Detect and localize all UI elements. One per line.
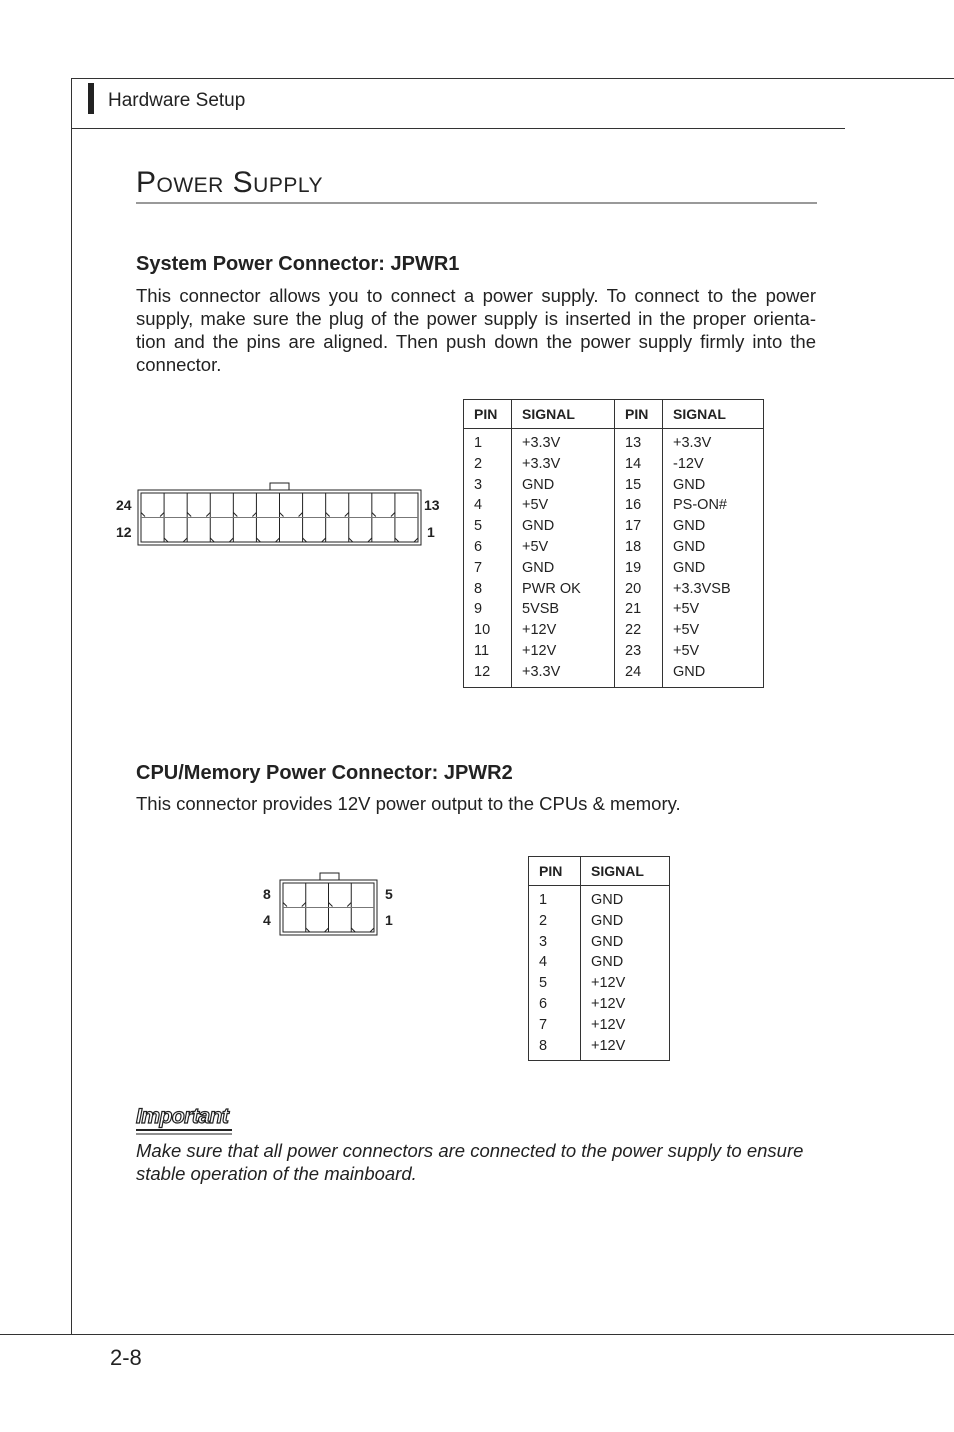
table-cell: 6 [464,537,512,558]
table-cell: +12V [512,620,615,641]
table-row [464,475,764,496]
pin-key [141,513,145,517]
table-row [529,994,670,1015]
table-cell: GND [581,886,670,911]
table-row [464,599,764,620]
table-cell: 4 [464,495,512,516]
table-row [464,537,764,558]
table-cell: 5 [529,973,581,994]
important-label [134,1100,234,1136]
jpwr1-label-13: 13 [424,497,440,513]
table-cell: 18 [615,537,663,558]
pin-key [183,538,187,542]
col-pin: PIN [464,400,512,429]
table-row [529,973,670,994]
table-cell: 12 [464,662,512,687]
pin-key [252,513,256,517]
pin-key [326,513,330,517]
table-cell: GND [663,537,764,558]
table-cell: 19 [615,558,663,579]
page-title: Power Supply [136,166,323,199]
table-cell: PS-ON# [663,495,764,516]
table-cell: +12V [581,994,670,1015]
table-cell: +12V [581,1015,670,1036]
table-cell: 22 [615,620,663,641]
table-cell: 10 [464,620,512,641]
table-cell: GND [512,475,615,496]
table-row [464,454,764,475]
pin-key [395,538,399,542]
pin-key [256,538,260,542]
table-cell: 3 [529,932,581,953]
col-signal-2: SIGNAL [663,400,764,429]
table-cell: GND [663,662,764,687]
table-row [529,932,670,953]
pin-key [329,903,333,907]
table-row [464,429,764,454]
table-header-row [529,857,670,886]
table-cell: 24 [615,662,663,687]
table-cell: 3 [464,475,512,496]
table-row [464,495,764,516]
table-cell: +3.3V [512,429,615,454]
col-signal: SIGNAL [512,400,615,429]
table-cell: 21 [615,599,663,620]
pin-key [210,538,214,542]
pin-key [322,538,326,542]
table-cell: 8 [529,1036,581,1061]
jpwr1-description: This connector allows you to connect a power supply. To connect to the power supply, make sure the plug of the power supply is inserted in the proper orienta-tion and the pins are aligned. Then push down the power supply firmly into the connector. [136,285,816,375]
table-row [464,641,764,662]
table-cell: GND [663,558,764,579]
table-cell: GND [512,558,615,579]
table-row [529,911,670,932]
table-cell: 4 [529,952,581,973]
jpwr2-label-1: 1 [385,912,393,928]
table-cell: 15 [615,475,663,496]
table-cell: +12V [512,641,615,662]
table-cell: +3.3VSB [663,579,764,600]
col-pin-2: PIN [615,400,663,429]
pin-key [280,513,284,517]
col-signal: SIGNAL [581,857,670,886]
table-cell: +12V [581,973,670,994]
table-cell: 13 [615,429,663,454]
pin-key [306,928,310,932]
table-cell: 9 [464,599,512,620]
table-cell: 5 [464,516,512,537]
table-cell: -12V [663,454,764,475]
pin-key [299,513,303,517]
connector-latch [320,873,339,880]
jpwr2-label-8: 8 [263,886,271,902]
jpwr2-heading: CPU/Memory Power Connector: JPWR2 [136,762,513,784]
table-row [464,620,764,641]
table-cell: 14 [615,454,663,475]
jpwr1-label-1: 1 [427,524,435,540]
table-cell: 5VSB [512,599,615,620]
table-cell: 8 [464,579,512,600]
jpwr2-label-4: 4 [263,912,271,928]
pin-key [347,903,351,907]
table-cell: 17 [615,516,663,537]
jpwr2-description: This connector provides 12V power output to the CPUs & memory. [136,793,681,814]
jpwr2-pin-table [528,856,670,1061]
table-row [529,886,670,911]
table-row [529,952,670,973]
table-cell: 20 [615,579,663,600]
pin-key [206,513,210,517]
page-number: 2-8 [110,1345,142,1370]
table-cell: +5V [512,537,615,558]
jpwr2-label-5: 5 [385,886,393,902]
pin-key [302,903,306,907]
table-cell: 6 [529,994,581,1015]
table-row [464,579,764,600]
table-cell: GND [581,911,670,932]
pin-key [370,928,374,932]
pin-key [325,928,329,932]
pin-key [372,513,376,517]
important-text: Important [136,1105,229,1128]
jpwr1-label-24: 24 [116,497,132,513]
table-row [529,1015,670,1036]
table-cell: 7 [529,1015,581,1036]
table-cell: 11 [464,641,512,662]
jpwr1-heading: System Power Connector: JPWR1 [136,253,460,275]
table-cell: GND [581,952,670,973]
pin-key [349,538,353,542]
pin-key [283,903,287,907]
pin-key [391,513,395,517]
table-cell: +5V [663,620,764,641]
table-cell: GND [663,475,764,496]
table-cell: +12V [581,1036,670,1061]
jpwr1-pin-table [463,399,764,688]
pin-key [414,538,418,542]
table-cell: 2 [529,911,581,932]
pin-key [345,513,349,517]
pin-key [368,538,372,542]
pin-key [187,513,191,517]
jpwr1-label-12: 12 [116,524,132,540]
table-cell: GND [581,932,670,953]
col-pin: PIN [529,857,581,886]
pin-key [229,538,233,542]
table-header-row [464,400,764,429]
section-header: Hardware Setup [108,90,246,111]
table-cell: +3.3V [663,429,764,454]
table-row [464,558,764,579]
table-row [529,1036,670,1061]
pin-key [160,513,164,517]
table-cell: +3.3V [512,454,615,475]
table-row [464,516,764,537]
pin-key [233,513,237,517]
pin-key [276,538,280,542]
pin-key [351,928,355,932]
table-cell: 2 [464,454,512,475]
connector-latch [270,483,289,490]
table-cell: GND [512,516,615,537]
pin-key [164,538,168,542]
table-cell: +3.3V [512,662,615,687]
table-cell: +5V [512,495,615,516]
important-note: Make sure that all power connectors are connected to the power supply to ensure stable operation of the mainboard. [136,1140,804,1184]
pin-key [303,538,307,542]
table-row [464,662,764,687]
table-cell: 16 [615,495,663,516]
table-cell: +5V [663,599,764,620]
table-cell: 1 [464,429,512,454]
table-cell: 23 [615,641,663,662]
table-cell: PWR OK [512,579,615,600]
table-cell: +5V [663,641,764,662]
table-cell: 1 [529,886,581,911]
table-cell: 7 [464,558,512,579]
table-cell: GND [663,516,764,537]
